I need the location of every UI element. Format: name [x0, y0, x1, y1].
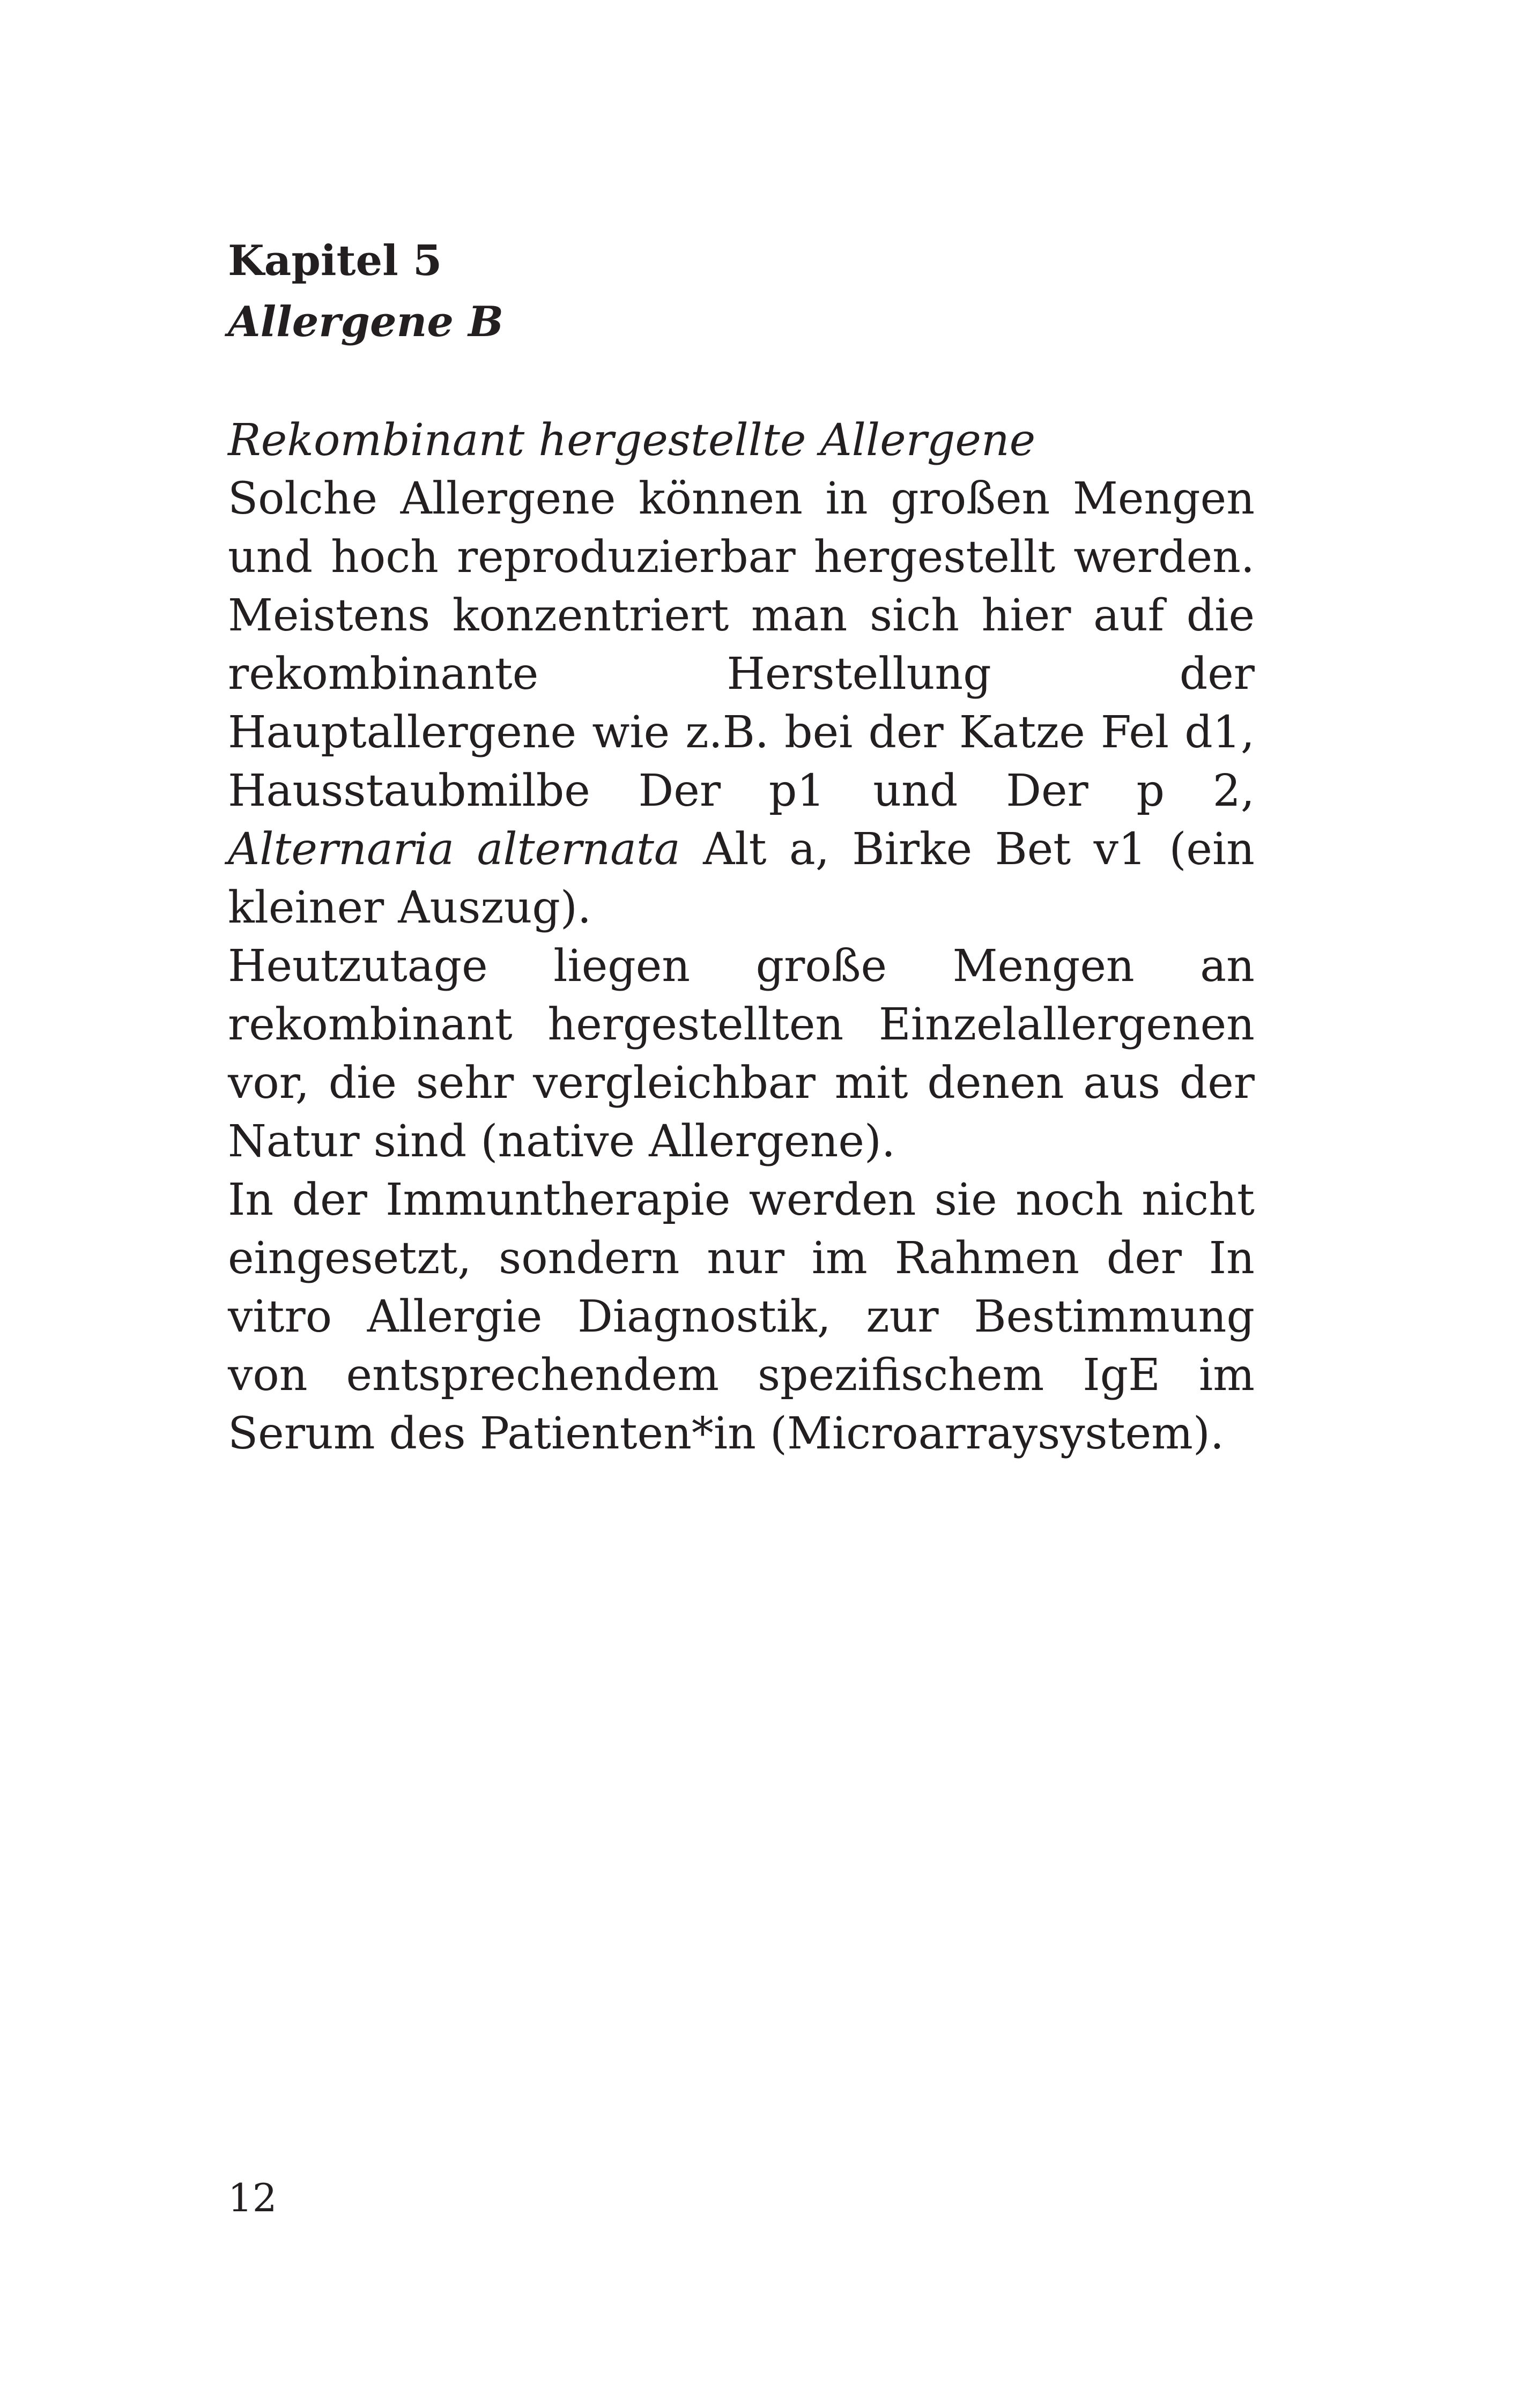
page-content	[228, 231, 1255, 1463]
paragraph-1	[228, 470, 1255, 937]
paragraph-3: In der Immuntherapie werden sie noch nicht eingesetzt, sondern nur im Rahmen der In vitro Allergie Diagnostik, zur Bestimmung von entsprechendem spezifischem IgE im Serum des Patienten*in (Microarraysystem).	[228, 1175, 1255, 1459]
paragraph-1-text-before: Solche Allergene können in großen Mengen und hoch reproduzierbar hergestellt werden. Meistens konzentriert man sich hier auf die rekombinante Herstellung der Hauptallergene wie z.B. bei der Katze Fel d1, Hausstaubmilbe Der p1 und Der p 2,	[228, 473, 1255, 816]
chapter-title: Allergene B	[228, 298, 504, 346]
page-number: 12	[228, 2175, 277, 2220]
chapter-number: Kapitel 5	[228, 236, 442, 285]
paragraph-1-species-name: Alternaria alternata	[228, 824, 680, 875]
paragraph-1-text-after: Alt a, Birke Bet v1 (ein kleiner Auszug).	[228, 824, 1255, 933]
paragraph-2: Heutzutage liegen große Mengen an rekombinant hergestellten Einzelallergenen vor, die sehr vergleichbar mit denen aus der Natur sind (native Allergene).	[228, 941, 1255, 1167]
section-title: Rekombinant hergestellte Allergene	[228, 415, 1036, 466]
